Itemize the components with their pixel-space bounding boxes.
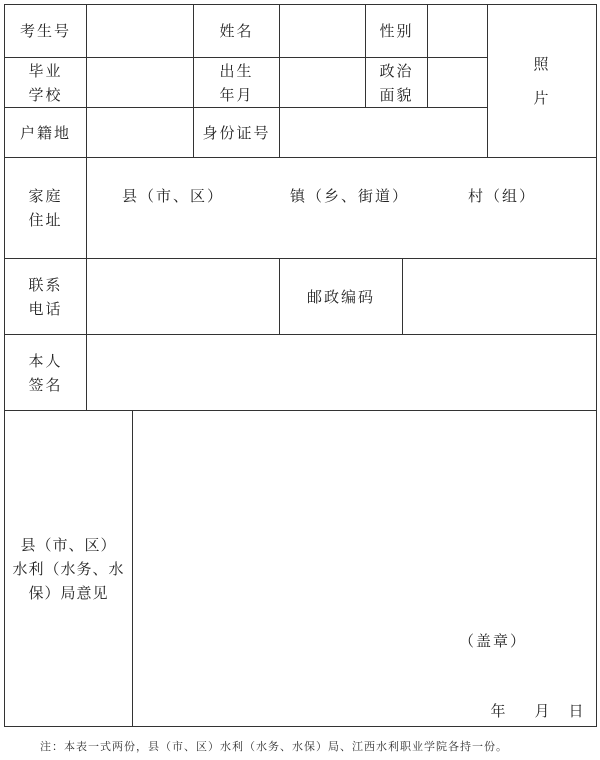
month-label: 月 [534,702,552,720]
political-label: 政治 面貌 [379,61,414,104]
id-label: 身份证号 [202,123,271,142]
row-divider-3 [4,157,597,158]
birth-label: 出生 年月 [219,61,254,104]
gender-field[interactable] [428,5,487,57]
address-village[interactable]: 村（组） [468,187,537,205]
photo-placeholder[interactable]: 照 片 [533,55,551,107]
id-field[interactable] [280,108,487,157]
exam-no-field[interactable] [87,5,193,57]
postcode-label: 邮政编码 [306,287,375,306]
border-bottom [4,726,597,727]
opinion-field[interactable] [133,411,596,726]
school-label: 毕业 学校 [28,61,63,104]
footer-note: 注：本表一式两份，县（市、区）水利（水务、水保）局、江西水利职业学院各持一份。 [40,740,508,753]
name-label: 姓名 [219,22,254,40]
border-right [596,4,597,727]
address-county[interactable]: 县（市、区） [122,187,225,205]
day-label: 日 [568,702,586,720]
phone-field[interactable] [87,259,279,334]
year-label: 年 [490,702,508,720]
exam-no-label: 考生号 [19,22,71,40]
address-town[interactable]: 镇（乡、街道） [290,187,410,205]
phone-label: 联系 电话 [28,275,63,318]
seal-label: （盖章） [458,632,527,650]
signature-field[interactable] [87,335,596,410]
signature-label: 本人 签名 [28,351,63,394]
household-field[interactable] [87,108,193,157]
postcode-field[interactable] [403,259,596,334]
opinion-label: 县（市、区） 水利（水务、水 保）局意见 [12,535,125,602]
birth-field[interactable] [280,58,365,107]
household-label: 户籍地 [19,123,71,142]
name-field[interactable] [280,5,365,57]
address-label: 家庭 住址 [28,187,63,229]
political-field[interactable] [428,58,487,107]
school-field[interactable] [87,58,193,107]
gender-label: 性别 [379,22,414,40]
